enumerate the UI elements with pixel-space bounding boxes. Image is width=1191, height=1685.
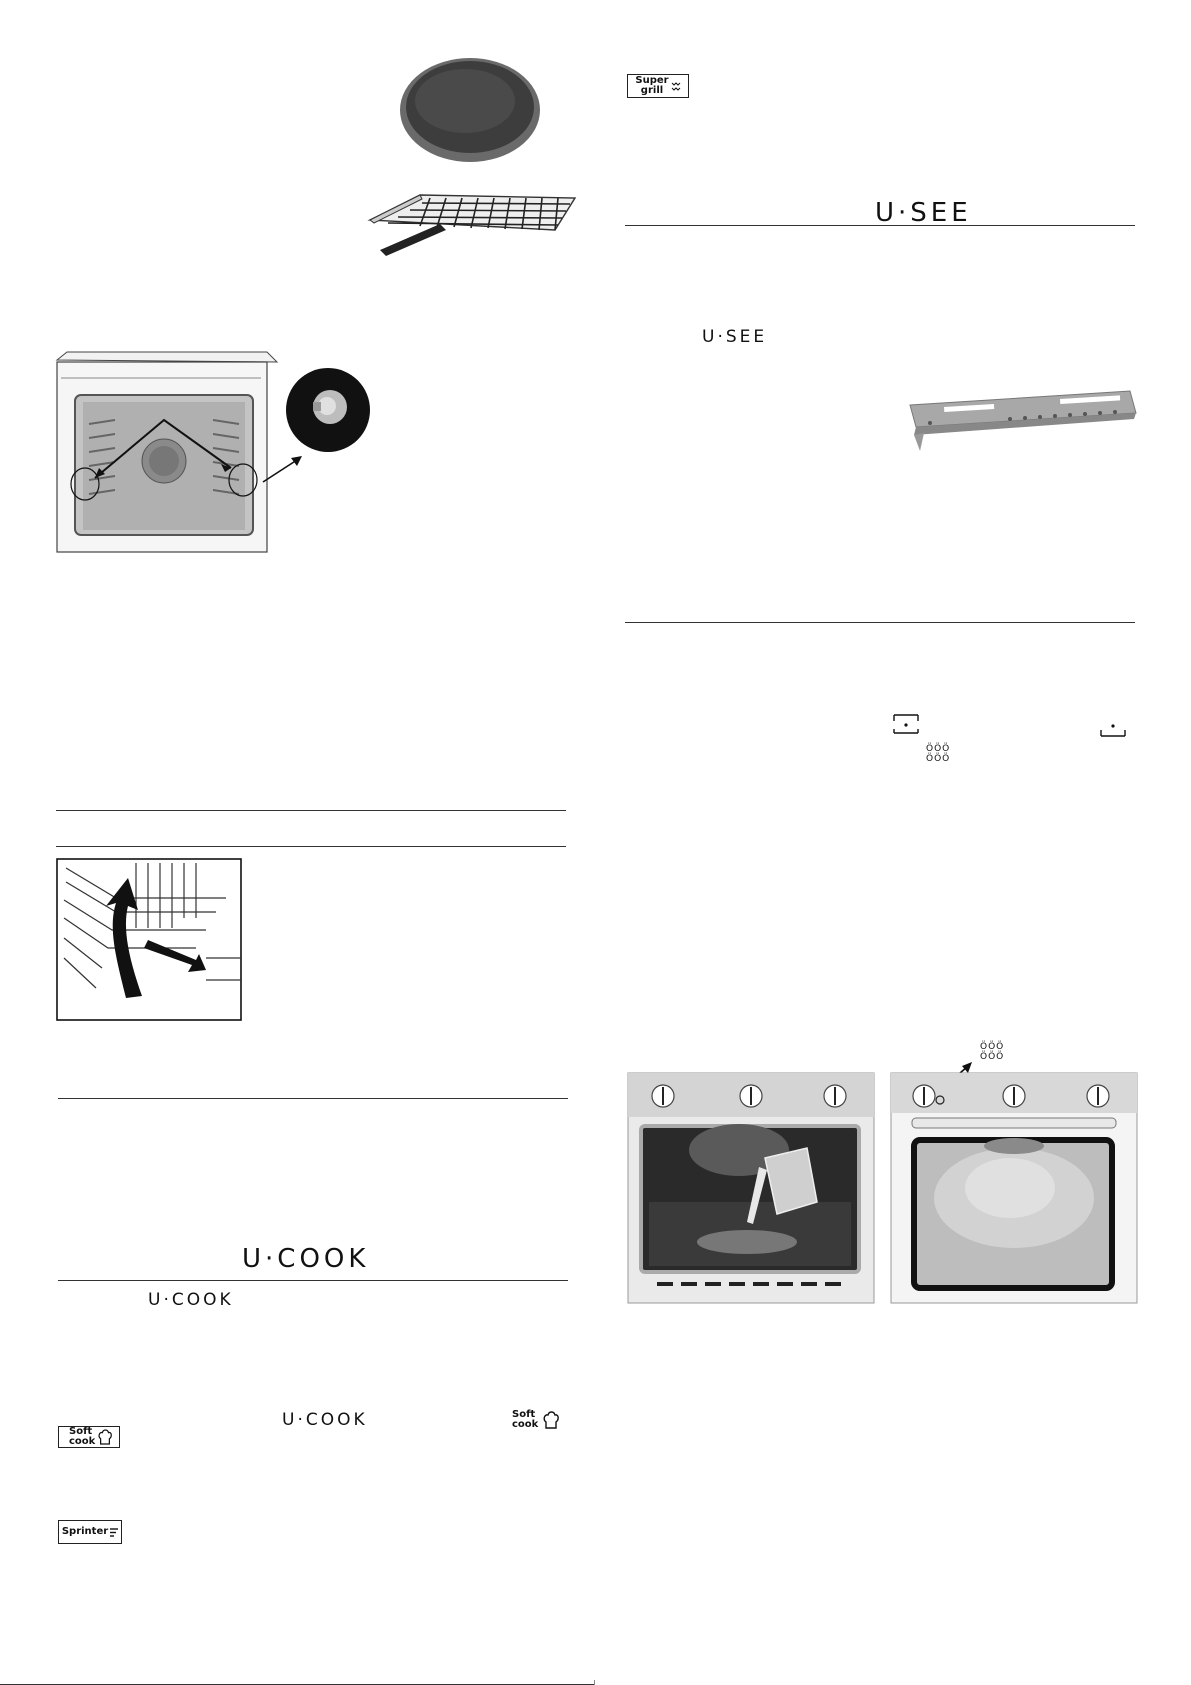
oven-water-pouring-illustration <box>627 1072 875 1304</box>
section-rule <box>625 622 1135 623</box>
section-rule <box>56 846 566 847</box>
oven-steam-illustration <box>890 1048 1138 1304</box>
oven-interior-illustration <box>55 350 375 575</box>
rack-removal-illustration <box>56 858 242 1021</box>
steam-drops-icon-2: ÖÖÖ ÖÖÖ <box>980 1042 1005 1062</box>
usee-header-logo: U·SEE <box>875 198 972 228</box>
page-footer-mark <box>594 1680 595 1685</box>
soft-cook-badge <box>58 1426 120 1448</box>
super-grill-badge-line1: Super <box>635 75 669 86</box>
wire-grill-illustration <box>360 190 580 260</box>
sprinter-badge <box>58 1520 122 1544</box>
soft-cook-badge-line2: cook <box>69 1436 96 1447</box>
speed-lines-icon <box>110 1528 118 1537</box>
super-grill-badge <box>627 74 689 98</box>
shelf-position-upper-icon <box>893 713 919 735</box>
chef-hat-icon <box>98 1428 112 1446</box>
soft-cook-icon: Soft cook <box>512 1409 539 1430</box>
usee-inline-logo: U·SEE <box>702 327 768 347</box>
round-baking-tray-illustration <box>395 55 545 165</box>
section-rule <box>56 810 566 811</box>
ucook-inline-logo: U·COOK <box>148 1290 234 1310</box>
section-rule <box>58 1098 568 1099</box>
ucook-inline-logo-2: U·COOK <box>282 1410 368 1430</box>
chef-hat-icon <box>543 1410 559 1430</box>
super-grill-badge-line2: grill <box>640 85 664 96</box>
grill-element-icon <box>671 80 681 92</box>
shelf-position-lower-icon <box>1100 718 1126 740</box>
ucook-section-rule <box>58 1280 568 1281</box>
ucook-header-logo: U·COOK <box>242 1244 370 1274</box>
soft-cook-badge-line1: Soft <box>69 1426 93 1437</box>
steam-drops-icon: ÖÖÖ ÖÖÖ <box>926 744 951 764</box>
usee-section-rule <box>625 225 1135 226</box>
sprinter-badge-label: Sprinter <box>61 1526 109 1537</box>
rack-support-bar-illustration <box>900 385 1140 455</box>
